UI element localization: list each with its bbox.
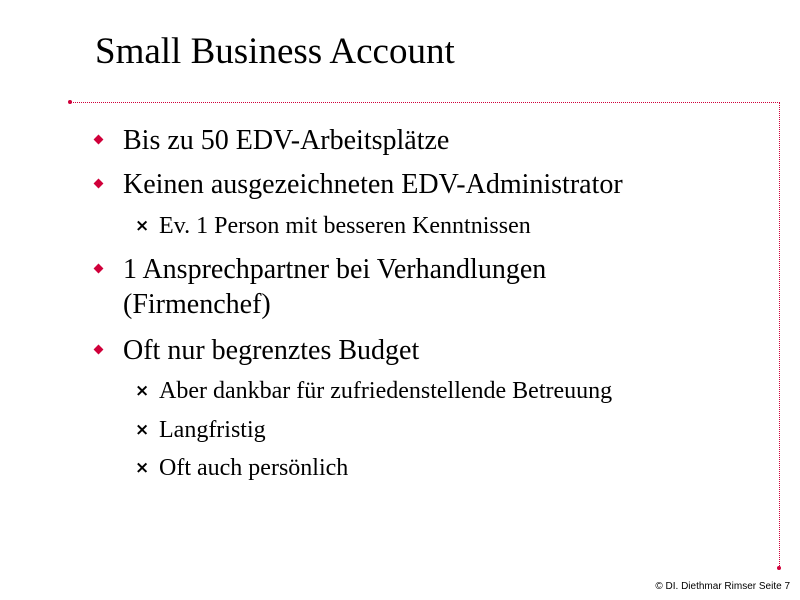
sub-bullet-text: Oft auch persönlich xyxy=(159,455,349,481)
diamond-bullet-icon xyxy=(94,179,104,189)
cross-bullet-icon: × xyxy=(135,420,150,440)
diamond-bullet-icon xyxy=(94,345,104,355)
footer-copyright: © DI. Diethmar Rimser Seite 7 xyxy=(655,581,790,592)
bullet-text: Bis zu 50 EDV-Arbeitsplätze xyxy=(123,125,450,156)
bullet-text: Oft nur begrenztes Budget xyxy=(123,335,420,366)
sub-bullet-text: Langfristig xyxy=(159,417,266,443)
bullet-text: Keinen ausgezeichneten EDV-Administrator xyxy=(123,169,623,200)
cross-bullet-icon: × xyxy=(135,458,150,478)
slide-title: Small Business Account xyxy=(95,31,455,72)
cross-bullet-icon: × xyxy=(135,381,150,401)
diamond-bullet-icon xyxy=(94,135,104,145)
diamond-bullet-icon xyxy=(94,264,104,274)
sub-bullet-text: Aber dankbar für zufriedenstellende Betreuung xyxy=(159,378,613,404)
cross-bullet-icon: × xyxy=(135,216,150,236)
bullet-text: 1 Ansprechpartner bei Verhandlungen xyxy=(123,254,547,285)
sub-bullet-text: Ev. 1 Person mit besseren Kenntnissen xyxy=(159,213,531,239)
bullet-text: (Firmenchef) xyxy=(123,289,271,320)
